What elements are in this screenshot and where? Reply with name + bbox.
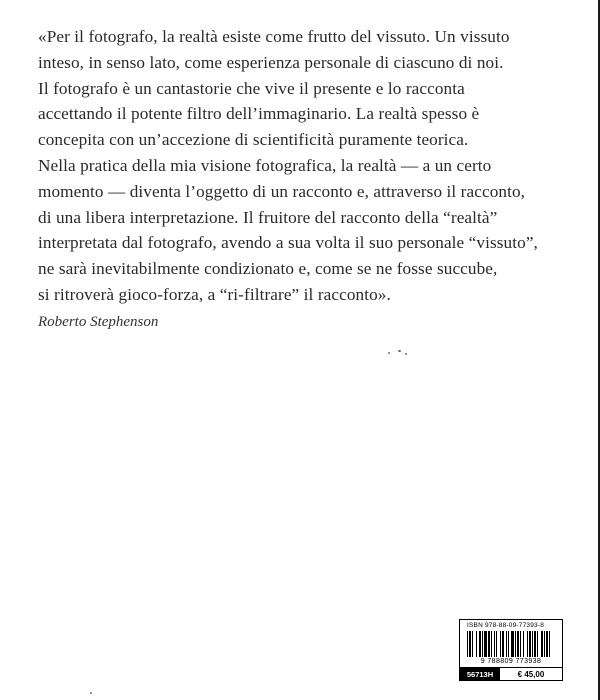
quote-line: «Per il fotografo, la realtà esiste come frutto del vissuto. Un vissuto [38,27,510,46]
ink-speck [405,353,407,355]
product-code: 56713H [460,668,500,681]
barcode-label [459,619,563,681]
quote-line: concepita con un’accezione di scientificità puramente teorica. [38,130,469,150]
quote-line: interpretata dal fotografo, avendo a sua volta il suo personale “vissuto”, [38,233,538,253]
quote-line: inteso, in senso lato, come esperienza personale di ciascuno di noi. [38,52,504,72]
ink-speck [388,352,390,354]
quote-line: Il fotografo è un cantastorie che vive il presente e lo racconta [38,78,465,98]
quote-line: Nella pratica della mia visione fotografica, la realtà — a un certo [38,155,492,175]
barcode-bottom-row [460,667,562,681]
ink-speck [398,350,401,352]
quote-line: momento — diventa l’oggetto di un racconto e, attraverso il racconto, [38,181,526,201]
quote-line: accettando il potente filtro dell’immaginario. La realtà spesso è [38,104,480,124]
quote-author: Roberto Stephenson [38,313,159,330]
quote-line: di una libera interpretazione. Il fruitore del racconto della “realtà” [38,207,498,227]
barcode-digits: 9 788809 773938 [480,658,542,665]
quote-line: si ritroverà gioco-forza, a “ri-filtrare” il racconto». [38,284,391,304]
barcode-icon [466,631,556,659]
quote-block [38,24,568,331]
price-label: € 45,00 [517,670,545,679]
ink-speck [90,692,92,694]
isbn-text: ISBN 978-88-09-77393-8 [467,622,545,629]
quote-line: ne sarà inevitabilmente condizionato e, come se ne fosse succube, [38,259,498,279]
